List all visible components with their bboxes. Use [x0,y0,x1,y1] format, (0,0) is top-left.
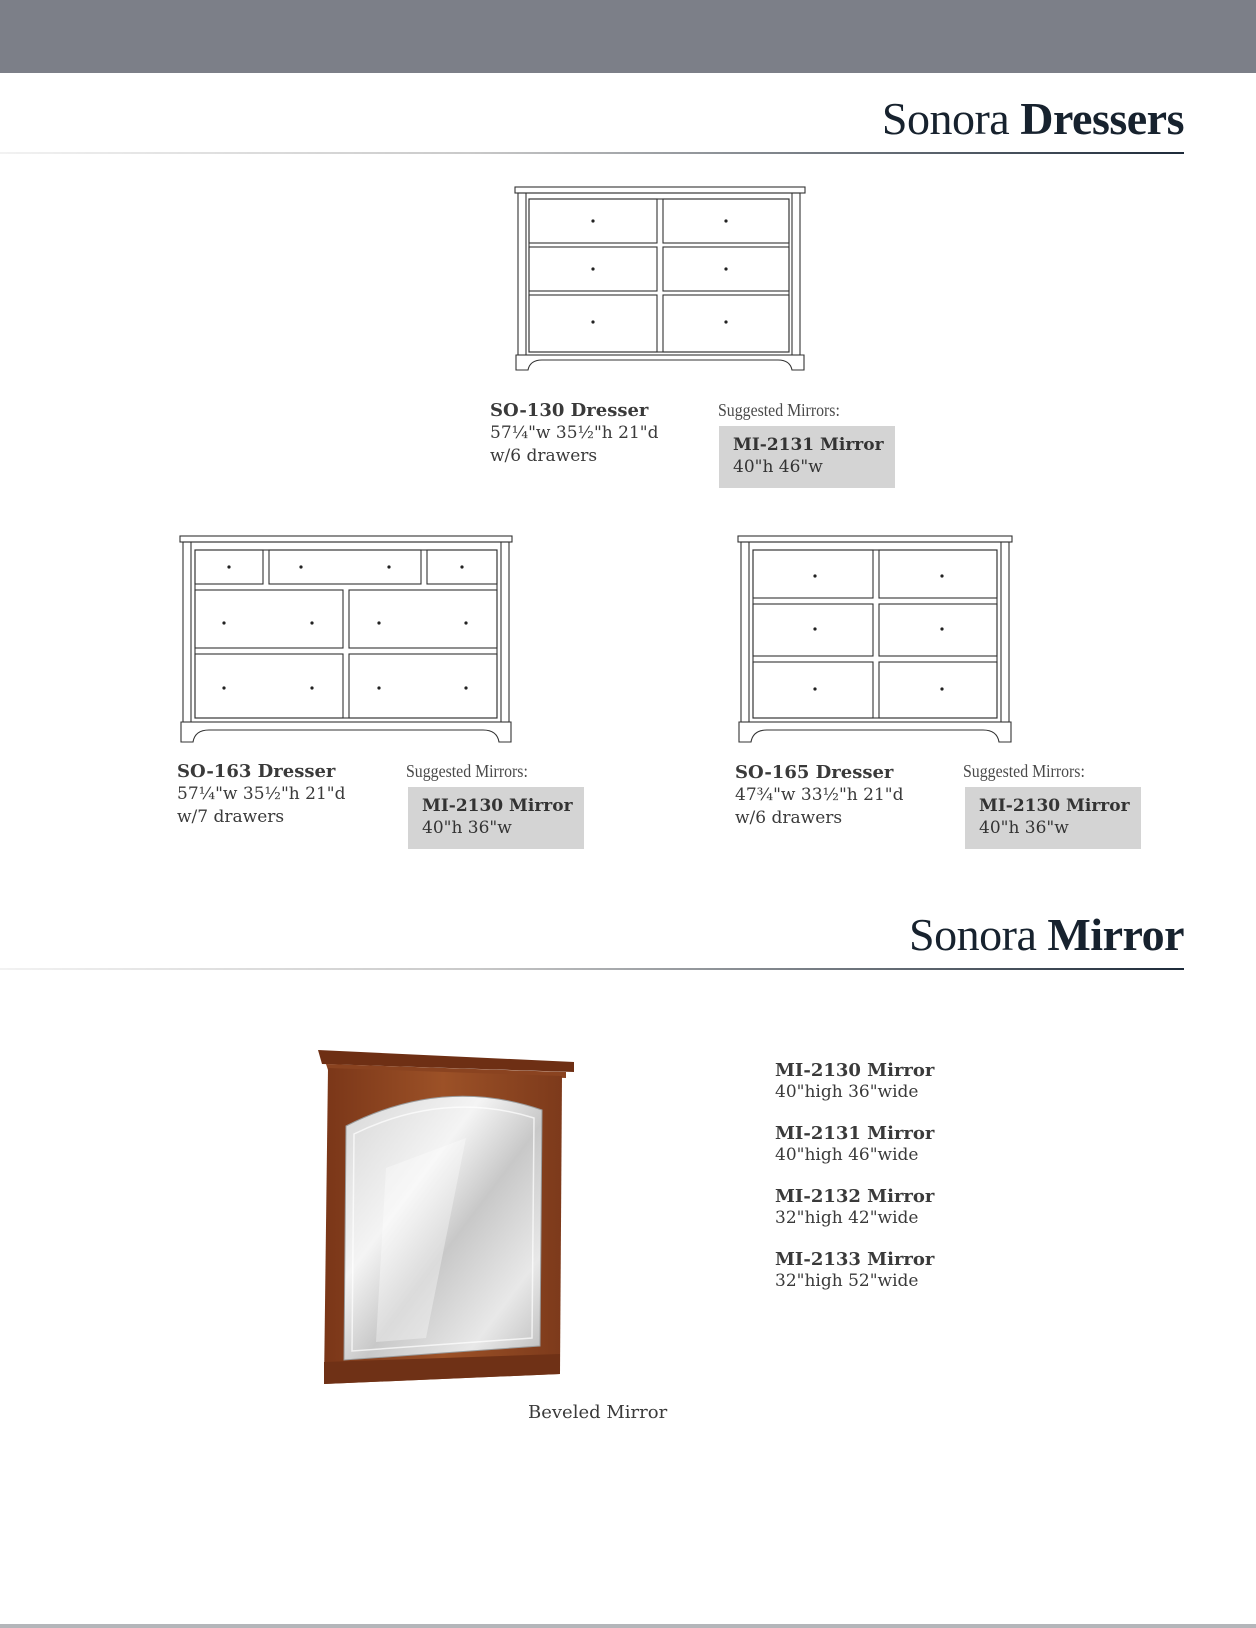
mirror-size: 40"high 36"wide [775,1082,919,1102]
so-163-dimensions: 57¼"w 35½"h 21"d [177,784,346,804]
title-light: Sonora [909,909,1037,960]
mirror-section-title [909,908,1184,961]
header-bar [0,0,1256,73]
so-130-dimensions: 57¼"w 35½"h 21"d [490,423,659,443]
so-130-name: SO-130 Dresser [490,400,649,421]
so-163-suggested-mirror-box [408,787,584,849]
mirror-name: MI-2130 Mirror [775,1060,935,1081]
mirror-size: 32"high 52"wide [775,1271,919,1291]
so-130-drawers: w/6 drawers [490,446,598,466]
title-bold: Dressers [1020,93,1184,144]
so-130-dresser-drawing [512,186,808,374]
mirror-size: 40"high 46"wide [775,1145,919,1165]
mirror-list-item [775,1123,934,1165]
footer-rule [0,1624,1256,1628]
title-light: Sonora [881,93,1010,144]
mirror-title-rule [0,968,1184,970]
so-165-dimensions: 47¾"w 33½"h 21"d [735,785,904,805]
so-163-mirror-name: MI-2130 Mirror [422,796,573,816]
mirror-name: MI-2132 Mirror [775,1186,935,1207]
so-163-dresser-drawing [177,535,515,745]
title-bold: Mirror [1047,909,1184,960]
so-163-mirror-size: 40"h 36"w [422,818,512,838]
dressers-section-title [882,92,1184,145]
mirror-name: MI-2131 Mirror [775,1123,935,1144]
so-163-suggested-mirrors-label: Suggested Mirrors: [406,761,528,781]
so-165-suggested-mirrors-label: Suggested Mirrors: [963,761,1085,781]
mirror-list-item [775,1186,934,1228]
so-130-suggested-mirrors-label: Suggested Mirrors: [718,400,840,420]
so-165-drawers: w/6 drawers [735,808,843,828]
so-130-mirror-size: 40"h 46"w [733,457,823,477]
so-165-mirror-name: MI-2130 Mirror [979,796,1130,816]
so-130-mirror-name: MI-2131 Mirror [733,435,884,455]
so-163-drawers: w/7 drawers [177,807,285,827]
so-165-suggested-mirror-box [965,787,1141,849]
mirror-list-item [775,1249,934,1291]
so-163-name: SO-163 Dresser [177,761,336,782]
beveled-mirror-image [316,1048,576,1390]
so-165-name: SO-165 Dresser [735,762,894,783]
so-130-suggested-mirror-box [719,426,895,488]
mirror-caption: Beveled Mirror [528,1402,668,1423]
dressers-title-rule [0,152,1184,154]
mirror-size: 32"high 42"wide [775,1208,919,1228]
so-165-dresser-drawing [735,535,1015,745]
mirror-name: MI-2133 Mirror [775,1249,935,1270]
so-165-mirror-size: 40"h 36"w [979,818,1069,838]
mirror-list-item [775,1060,934,1102]
